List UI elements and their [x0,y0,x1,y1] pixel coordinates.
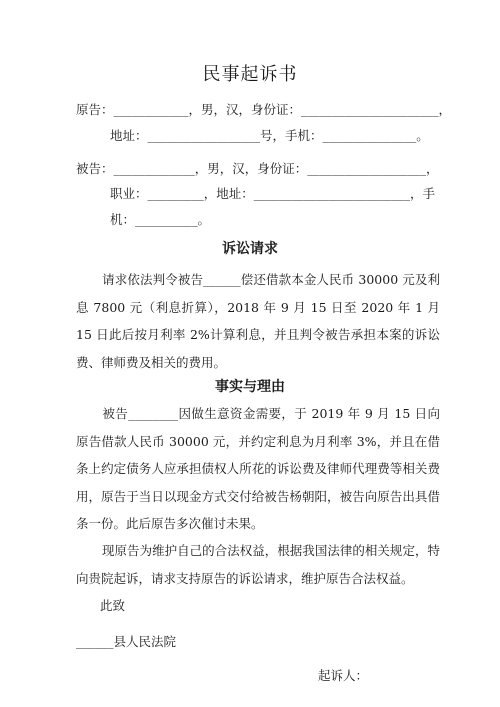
facts-heading: 事实与理由 [215,379,285,395]
defendant-line-2: 职业：_________，地址：_________________________，手 [110,186,436,201]
defendant-line-1: 被告：_____________，男，汉，身份证：___________________， [76,161,439,176]
salutation: 此致 [100,598,126,613]
claims-heading: 诉讼请求 [222,241,278,257]
facts-paragraph [76,400,440,538]
facts-text: 被告________因做生意资金需要，于 2019 年 9 月 15 日向原告借款人民币 30000 元，并约定利息为月利率 3%，并且在借条上约定债务人应承担债权人所花的诉讼费及律师代理费等相关费用，原告于当日以现金方式交付给被告杨朝阳，被告向原告出具借条一份。此后原告多次催讨未果。 [76,406,440,532]
signature-label: 起诉人： [318,668,369,683]
plaintiff-line-1: 原告：____________，男，汉，身份证：______________________， [76,102,452,117]
defendant-line-3: 机：__________。 [110,212,211,227]
plaintiff-line-2: 地址：__________________号，手机：_______________。 [110,128,429,143]
closing-text: 现原告为维护自己的合法权益，根据我国法律的相关规定，特向贵院起诉，请求支持原告的诉讼请求，维护原告合法权益。 [76,543,440,586]
document-title: 民事起诉书 [202,64,298,85]
claims-text: 请求依法判令被告______偿还借款本金人民币 30000 元及利息 7800 元（利息折算），2018 年 9 月 15 日至 2020 年 1 月 15 日此后按月利率 2%计算利息，并且判令被告承担本案的诉讼费、律师费及相关的费用。 [76,272,440,370]
court-name: ______县人民法院 [76,634,177,649]
claims-paragraph [76,266,440,376]
closing-paragraph [76,537,440,592]
